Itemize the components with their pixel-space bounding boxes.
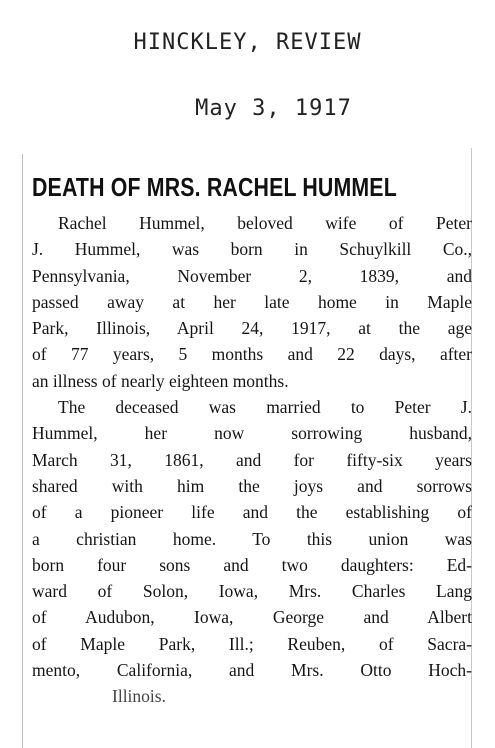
article-line: an illness of nearly eighteen months.: [32, 370, 289, 391]
article-line: Hummel, her now sorrowing husband,: [32, 423, 472, 444]
article-line: shared with him the joys and sorrows: [32, 475, 472, 496]
article-line-cut-off: Illinois.: [112, 686, 166, 707]
article-line: ward of Solon, Iowa, Mrs. Charles Lang: [32, 581, 472, 602]
article-line: mento, California, and Mrs. Otto Hoch-: [32, 660, 472, 681]
article-line: The deceased was married to Peter J.: [58, 397, 472, 418]
article-line: Park, Illinois, April 24, 1917, at the age: [32, 318, 472, 339]
newspaper-name: HINCKLEY, REVIEW: [133, 30, 362, 55]
article-line: of a pioneer life and the establishing of: [32, 502, 472, 523]
article-line: of Audubon, Iowa, George and Albert: [32, 607, 472, 628]
article-line: of Maple Park, Ill.; Reuben, of Sacra-: [32, 633, 472, 654]
article-line: a christian home. To this union was: [32, 528, 472, 549]
article-line: of 77 years, 5 months and 22 days, after: [32, 344, 472, 365]
article-line: March 31, 1861, and for fifty-six years: [32, 449, 472, 470]
publication-date: May 3, 1917: [195, 96, 352, 121]
article-line: J. Hummel, was born in Schuylkill Co.,: [32, 239, 472, 260]
article-headline: DEATH OF MRS. RACHEL HUMMEL: [32, 172, 397, 202]
article-line: Pennsylvania, November 2, 1839, and: [32, 265, 472, 286]
article-line: born four sons and two daughters: Ed-: [32, 554, 472, 575]
clipping-edge-left: [22, 154, 23, 748]
newspaper-clipping: [22, 148, 482, 748]
article-line: Rachel Hummel, beloved wife of Peter: [58, 213, 472, 233]
article-body: [32, 210, 472, 710]
article-line: passed away at her late home in Maple: [32, 291, 472, 312]
